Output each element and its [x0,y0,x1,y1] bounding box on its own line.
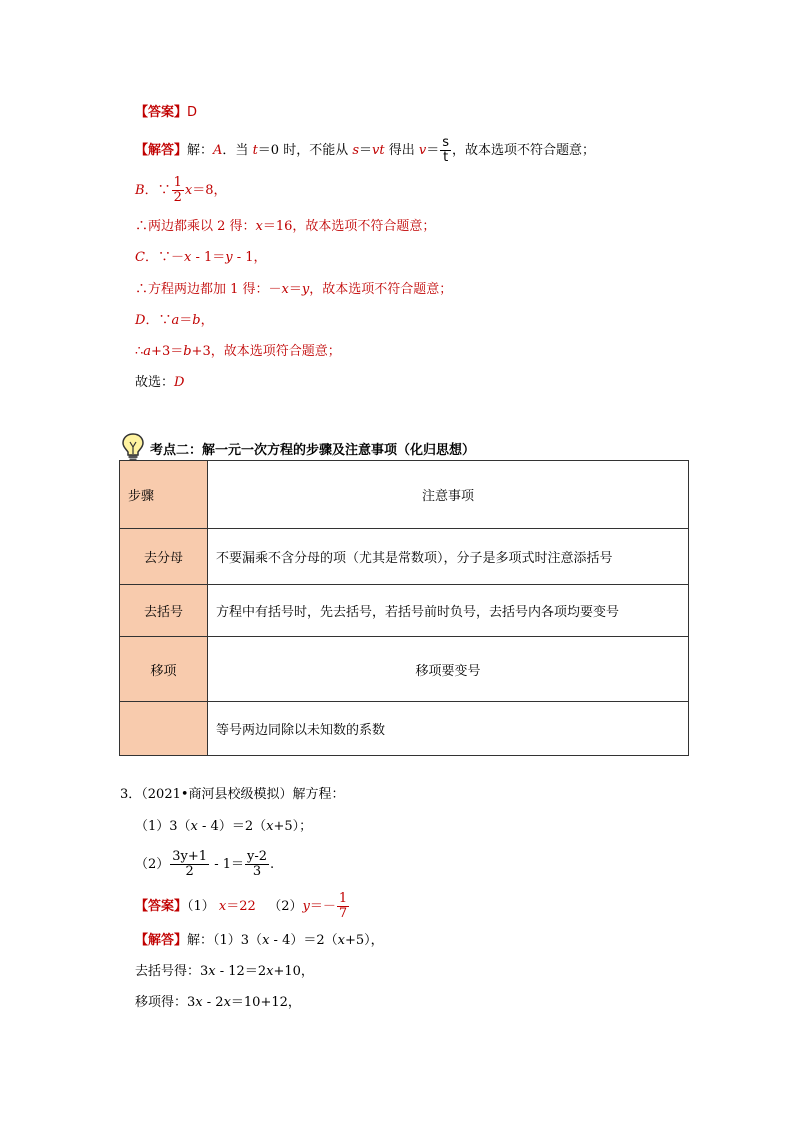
table-header-row [120,461,689,529]
text: ．∵－ [144,250,184,265]
text: ．∵ [145,313,172,328]
var: x [184,183,193,198]
numerator: s [442,135,450,150]
text: . [270,857,275,872]
q3-explain-line-1 [135,932,384,950]
text: - 1＝ [191,250,226,265]
var: b [183,344,192,359]
text: ＝ [359,143,373,158]
header-step: 步骤 [120,461,208,529]
fraction [337,892,349,921]
var: y [225,250,233,265]
var: v [418,143,427,158]
text: 解：（1）3（ [187,933,263,948]
denominator: 3 [252,864,262,879]
explain-line-6 [135,312,214,330]
explain-line-1 [135,136,595,165]
text: +5）； [273,819,313,834]
text: ＝0 时，不能从 [257,143,353,158]
note-cell: 移项要变号 [208,637,689,702]
text: （1） [187,899,219,914]
explain-line-2 [135,176,226,205]
explain-line-4 [135,249,267,267]
explain-label: 【解答】 [135,933,188,948]
keypoint-title-text: 考点二：解一元一次方程的步骤及注意事项（化归思想） [150,443,476,458]
var: x [266,819,274,834]
answer-label: 【答案】 [135,899,188,914]
explain-line-8 [135,374,184,392]
answer-line [135,104,197,122]
fraction [440,136,451,165]
numerator: 3y+1 [172,849,208,864]
text: ＝10+12， [230,995,301,1010]
text: ， [200,313,214,328]
explain-line-7 [135,343,341,361]
keypoint-title [120,430,475,462]
text: - 4）＝2（ [197,819,267,834]
steps-table [119,460,689,756]
text: ，故本选项不符合题意； [452,143,596,158]
text: ＝8， [192,183,227,198]
var: x [262,933,270,948]
text: 解： [187,143,214,158]
var: x [266,964,274,979]
fraction [172,176,184,205]
text: - 12＝2 [215,964,267,979]
text: - 4）＝2（ [269,933,338,948]
step-cell: 去分母 [120,529,208,585]
denominator: 2 [185,864,194,879]
numerator: 1 [173,175,182,190]
text: ＝22 [226,899,256,914]
q3-explain-line-3 [135,994,301,1012]
note-cell: 等号两边同除以未知数的系数 [208,702,689,756]
text: （1）3（ [135,819,191,834]
text: ∴两边都乘以 2 得： [135,219,256,234]
option-letter: C [135,250,145,265]
var: a [171,313,180,328]
var: x [218,899,227,914]
step-cell: 去括号 [120,585,208,637]
var: x [183,250,192,265]
text: ＝ [179,313,193,328]
numerator: y-2 [247,849,268,864]
text: - 2 [202,995,224,1010]
text: ＝－ [309,899,336,914]
denominator: 7 [338,906,348,921]
option-letter: A [213,143,223,158]
text: +10， [273,964,314,979]
step-cell: 移项 [120,637,208,702]
table-row [120,585,689,637]
var: x [195,995,203,1010]
text: ．当 [222,143,253,158]
var: x [223,995,231,1010]
text: ∴ [135,344,144,359]
text: - 1， [232,250,267,265]
text: ＝ [426,143,440,158]
var: x [255,219,263,234]
text: 得出 [384,143,419,158]
answer-value: D [187,105,198,120]
var: s [352,143,360,158]
text: ＝16，故本选项不符合题意； [262,219,436,234]
text: - 1＝ [210,857,244,872]
text: +3＝ [151,344,184,359]
text: ＝ [288,282,302,297]
text: ．∵ [144,183,171,198]
note-cell: 不要漏乘不含分母的项（尤其是常数项），分子是多项式时注意添括号 [208,529,689,585]
explain-label: 【解答】 [135,143,188,158]
var: a [143,344,152,359]
text: 故选： [135,375,175,390]
text: +5）， [344,933,384,948]
var: x [337,933,345,948]
explain-line-5 [135,281,452,299]
fraction [170,850,209,879]
option-letter: D [135,313,146,328]
var: b [192,313,201,328]
q3-explain-line-2 [135,963,314,981]
lightbulb-icon [120,432,146,462]
var: x [190,819,198,834]
text: +3，故本选项符合题意； [191,344,341,359]
text: （2） [135,857,170,872]
var: vt [372,143,385,158]
explain-line-3 [135,218,435,236]
var: x [208,964,216,979]
note-cell: 方程中有括号时，先去括号，若括号前时负号，去括号内各项均要变号 [208,585,689,637]
table-row [120,529,689,585]
header-note: 注意事项 [208,461,689,529]
q3-part-1 [135,818,312,836]
text: 移项得：3 [135,995,196,1010]
fraction [245,850,269,879]
denominator: 2 [173,190,182,205]
numerator: 1 [338,891,348,906]
text: ，故本选项不符合题意； [309,282,453,297]
var: x [281,282,289,297]
var: y [302,899,310,914]
question-3-title: 3．（2021•商河县校级模拟）解方程： [120,787,345,802]
denominator: t [443,150,449,165]
option-letter: B [135,183,145,198]
q3-answer-line [135,892,350,921]
step-cell [120,702,208,756]
answer-label: 【答案】 [135,105,188,120]
text: 去括号得：3 [135,964,209,979]
text: ∴方程两边都加 1 得：－ [135,282,282,297]
var: y [301,282,310,297]
text: （2） [268,899,303,914]
var: t [252,143,258,158]
table-row [120,702,689,756]
table-row [120,637,689,702]
option-letter: D [174,375,185,390]
q3-part-2 [135,850,274,879]
